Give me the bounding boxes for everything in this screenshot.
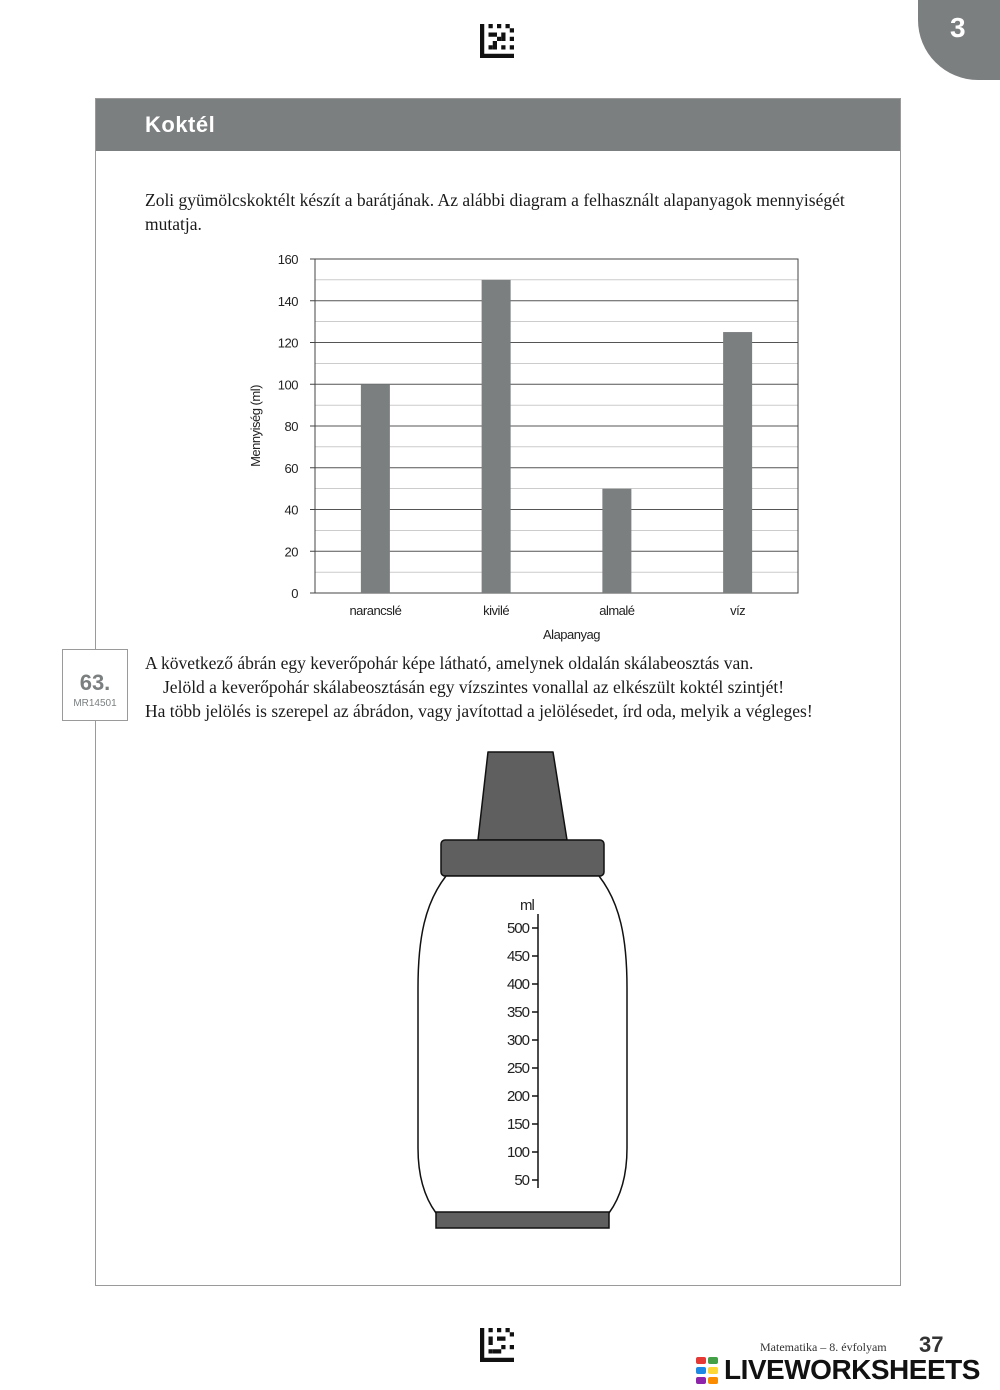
chapter-number: 3 bbox=[950, 12, 966, 43]
scale-label: 400 bbox=[506, 976, 529, 993]
y-tick-label: 20 bbox=[284, 544, 298, 560]
y-tick-label: 40 bbox=[284, 502, 298, 518]
x-axis-label: Alapanyag bbox=[543, 627, 600, 642]
scale-unit: ml bbox=[520, 897, 534, 914]
mixing-cup-figure[interactable] bbox=[410, 748, 640, 1238]
task-line-3: Ha több jelölés is szerepel az ábrádon, vagy javítottad a jelölésedet, írd oda, melyik a végleges! bbox=[145, 701, 813, 721]
scale-label: 450 bbox=[506, 948, 529, 965]
scale-label: 150 bbox=[506, 1116, 529, 1133]
y-tick-label: 0 bbox=[291, 586, 298, 601]
bar-3 bbox=[723, 332, 752, 593]
question-number: 63. bbox=[79, 670, 111, 695]
bar-chart bbox=[240, 250, 820, 650]
chart-categories bbox=[349, 603, 745, 618]
scale-label: 50 bbox=[514, 1172, 529, 1189]
y-tick-label: 160 bbox=[277, 252, 298, 267]
question-number-box bbox=[62, 649, 128, 721]
task-line-1: A következő ábrán egy keverőpohár képe látható, amelynek oldalán skálabeosztás van. bbox=[145, 653, 754, 673]
intro-text: Zoli gyümölcskoktélt készít a barátjának. Az alábbi diagram a felhasznált alapanyagok mennyiségét mutatja. bbox=[145, 190, 845, 234]
bar-1 bbox=[482, 280, 511, 593]
y-tick-label: 80 bbox=[284, 419, 298, 434]
category-label: narancslé bbox=[349, 603, 402, 618]
y-tick-label: 60 bbox=[284, 460, 298, 476]
category-label: almalé bbox=[599, 603, 635, 618]
task-text bbox=[145, 651, 905, 723]
category-label: kivilé bbox=[483, 603, 510, 618]
y-tick-label: 120 bbox=[277, 335, 298, 351]
liveworksheets-logo-icon bbox=[696, 1357, 720, 1385]
scale-label: 100 bbox=[506, 1144, 529, 1161]
bar-2 bbox=[602, 489, 631, 593]
chapter-tab bbox=[918, 0, 1000, 80]
scale-label: 500 bbox=[506, 920, 529, 937]
section-header bbox=[96, 99, 900, 151]
y-tick-label: 100 bbox=[277, 377, 298, 393]
chart-ticks bbox=[278, 252, 315, 601]
cup-cap-top bbox=[478, 752, 567, 840]
section-title: Koktél bbox=[145, 112, 216, 137]
chart-bars bbox=[361, 280, 752, 593]
y-axis-label: Mennyiség (ml) bbox=[248, 385, 263, 467]
qr-code-bottom bbox=[480, 1328, 514, 1362]
scale-label: 300 bbox=[506, 1032, 529, 1049]
scale-label: 200 bbox=[506, 1088, 529, 1105]
scale-label: 250 bbox=[506, 1060, 529, 1077]
cup-collar bbox=[441, 840, 604, 876]
scale-label: 350 bbox=[506, 1004, 529, 1021]
footer-subject: Matematika – 8. évfolyam bbox=[760, 1340, 887, 1354]
bar-0 bbox=[361, 384, 390, 593]
category-label: víz bbox=[730, 603, 746, 618]
cup-base bbox=[436, 1212, 609, 1228]
page-number: 37 bbox=[919, 1332, 944, 1357]
task-line-2: Jelöld a keverőpohár skálabeosztásán egy vízszintes vonallal az elkészült koktél szintjét! bbox=[163, 677, 785, 697]
brand-name[interactable]: LIVEWORKSHEETS bbox=[724, 1354, 980, 1385]
y-tick-label: 140 bbox=[277, 293, 298, 309]
question-code: MR14501 bbox=[73, 698, 117, 709]
qr-code-top bbox=[480, 24, 514, 58]
